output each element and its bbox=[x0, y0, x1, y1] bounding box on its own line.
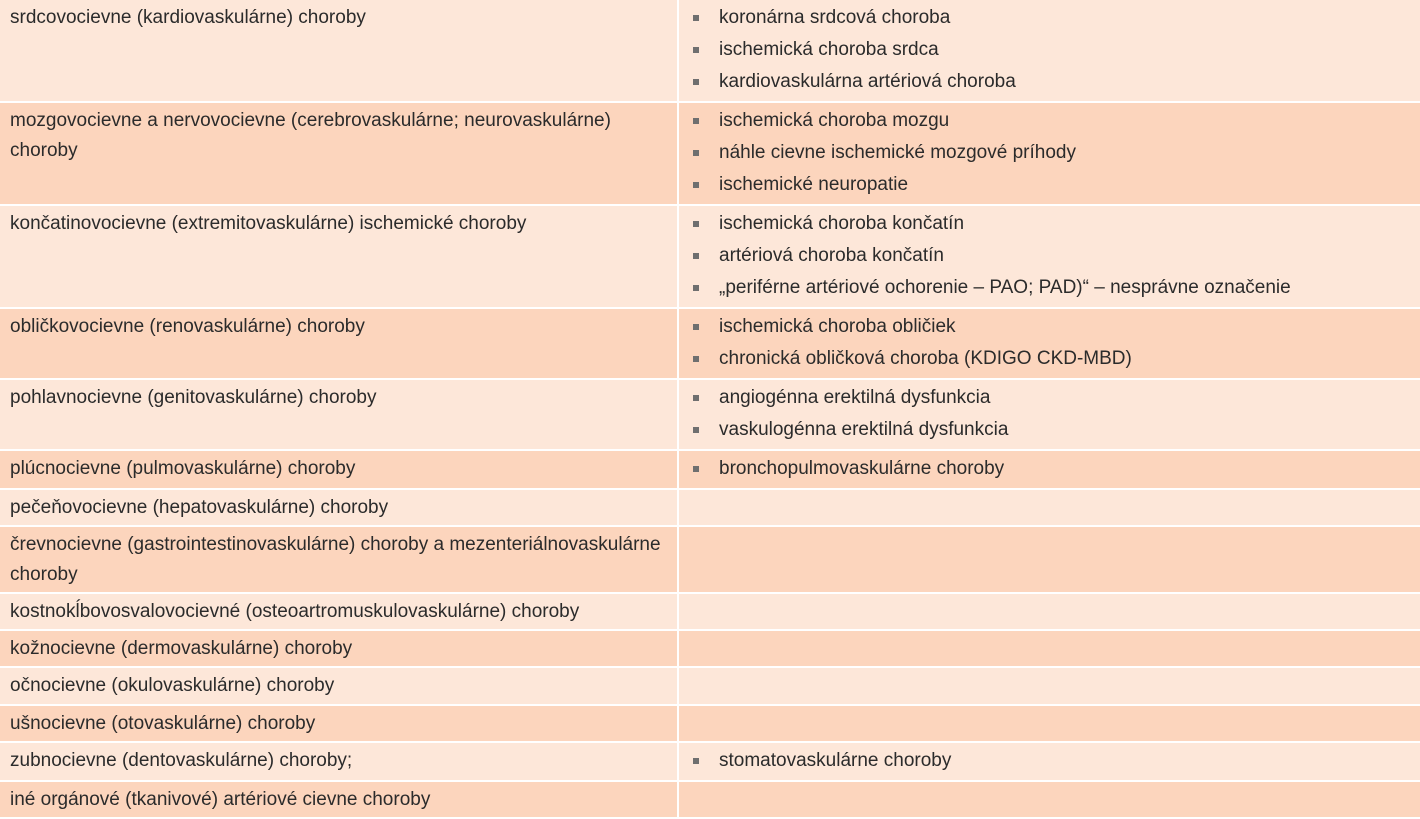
disease-name: srdcovocievne (kardiovaskulárne) choroby bbox=[10, 7, 366, 28]
table-row bbox=[0, 379, 1420, 450]
synonym-text: ischemická choroba obličiek bbox=[719, 316, 956, 337]
table-row bbox=[0, 450, 1420, 489]
list-item bbox=[691, 746, 1410, 778]
list-item bbox=[691, 241, 1410, 273]
square-bullet-icon bbox=[693, 182, 699, 188]
square-bullet-icon bbox=[693, 79, 699, 85]
disease-name: pohlavnocievne (genitovaskulárne) choroby bbox=[10, 387, 377, 408]
table-row bbox=[0, 705, 1420, 742]
table-row bbox=[0, 102, 1420, 205]
disease-name: kostnokĺbovosvalovocievné (osteoartromuskulovaskulárne) choroby bbox=[10, 601, 580, 622]
disease-name: obličkovocievne (renovaskulárne) choroby bbox=[10, 316, 365, 337]
table-row bbox=[0, 0, 1420, 102]
list-item bbox=[691, 35, 1410, 67]
square-bullet-icon bbox=[693, 15, 699, 21]
synonym-text: kardiovaskulárna artériová choroba bbox=[719, 71, 1016, 92]
disease-name: črevnocievne (gastrointestinovaskulárne) choroby a mezenteriálnovaskulárne choroby bbox=[10, 534, 661, 585]
synonyms-cell bbox=[678, 308, 1420, 379]
square-bullet-icon bbox=[693, 47, 699, 53]
synonym-text: angiogénna erektilná dysfunkcia bbox=[719, 387, 991, 408]
list-item bbox=[691, 344, 1410, 376]
synonym-text: chronická obličková choroba (KDIGO CKD-MBD) bbox=[719, 348, 1132, 369]
list-item bbox=[691, 454, 1410, 486]
list-item bbox=[691, 383, 1410, 415]
disease-cell bbox=[0, 593, 678, 630]
table-row bbox=[0, 593, 1420, 630]
synonym-text: artériová choroba končatín bbox=[719, 245, 944, 266]
synonyms-cell bbox=[678, 705, 1420, 742]
synonyms-cell bbox=[678, 205, 1420, 308]
disease-cell bbox=[0, 630, 678, 667]
synonyms-cell bbox=[678, 489, 1420, 526]
square-bullet-icon bbox=[693, 285, 699, 291]
disease-cell bbox=[0, 205, 678, 308]
list-item bbox=[691, 106, 1410, 138]
table-row bbox=[0, 526, 1420, 593]
square-bullet-icon bbox=[693, 758, 699, 764]
list-item bbox=[691, 415, 1410, 447]
disease-name: mozgovocievne a nervovocievne (cerebrovaskulárne; neurovaskulárne) choroby bbox=[10, 110, 611, 161]
square-bullet-icon bbox=[693, 356, 699, 362]
synonym-text: ischemické neuropatie bbox=[719, 174, 909, 195]
disease-cell bbox=[0, 450, 678, 489]
synonym-text: „periférne artériové ochorenie – PAO; PAD)“ – nesprávne označenie bbox=[719, 277, 1291, 298]
disease-cell bbox=[0, 742, 678, 781]
disease-name: končatinovocievne (extremitovaskulárne) ischemické choroby bbox=[10, 213, 527, 234]
synonyms-cell bbox=[678, 0, 1420, 102]
list-item bbox=[691, 273, 1410, 305]
synonyms-cell bbox=[678, 450, 1420, 489]
synonyms-cell bbox=[678, 667, 1420, 705]
square-bullet-icon bbox=[693, 427, 699, 433]
disease-name: plúcnocievne (pulmovaskulárne) choroby bbox=[10, 458, 356, 479]
disease-cell bbox=[0, 667, 678, 705]
synonyms-cell bbox=[678, 379, 1420, 450]
square-bullet-icon bbox=[693, 150, 699, 156]
synonym-text: stomatovaskulárne choroby bbox=[719, 750, 952, 771]
list-item bbox=[691, 209, 1410, 241]
square-bullet-icon bbox=[693, 466, 699, 472]
synonym-text: koronárna srdcová choroba bbox=[719, 7, 951, 28]
disease-cell bbox=[0, 0, 678, 102]
disease-cell bbox=[0, 379, 678, 450]
list-item bbox=[691, 138, 1410, 170]
table-row bbox=[0, 742, 1420, 781]
synonyms-cell bbox=[678, 630, 1420, 667]
disease-name: zubnocievne (dentovaskulárne) choroby; bbox=[10, 750, 353, 771]
square-bullet-icon bbox=[693, 324, 699, 330]
disease-name: kožnocievne (dermovaskulárne) choroby bbox=[10, 638, 353, 659]
list-item bbox=[691, 312, 1410, 344]
disease-cell bbox=[0, 102, 678, 205]
synonyms-cell bbox=[678, 593, 1420, 630]
synonyms-cell bbox=[678, 742, 1420, 781]
square-bullet-icon bbox=[693, 395, 699, 401]
list-item bbox=[691, 170, 1410, 202]
list-item bbox=[691, 67, 1410, 99]
synonym-text: ischemická choroba končatín bbox=[719, 213, 965, 234]
synonym-text: vaskulogénna erektilná dysfunkcia bbox=[719, 419, 1009, 440]
disease-cell bbox=[0, 308, 678, 379]
square-bullet-icon bbox=[693, 118, 699, 124]
table-row bbox=[0, 489, 1420, 526]
synonyms-cell bbox=[678, 102, 1420, 205]
disease-cell bbox=[0, 526, 678, 593]
synonym-text: ischemická choroba mozgu bbox=[719, 110, 950, 131]
list-item bbox=[691, 3, 1410, 35]
square-bullet-icon bbox=[693, 253, 699, 259]
disease-cell bbox=[0, 705, 678, 742]
table-row bbox=[0, 205, 1420, 308]
synonyms-cell bbox=[678, 526, 1420, 593]
square-bullet-icon bbox=[693, 221, 699, 227]
table-row bbox=[0, 667, 1420, 705]
disease-cell bbox=[0, 489, 678, 526]
disease-name: iné orgánové (tkanivové) artériové cievne choroby bbox=[10, 789, 431, 810]
disease-name: očnocievne (okulovaskulárne) choroby bbox=[10, 675, 335, 696]
synonym-text: náhle cievne ischemické mozgové príhody bbox=[719, 142, 1076, 163]
table-row bbox=[0, 308, 1420, 379]
table-row bbox=[0, 630, 1420, 667]
synonym-text: bronchopulmovaskulárne choroby bbox=[719, 458, 1005, 479]
disease-name: pečeňovocievne (hepatovaskulárne) choroby bbox=[10, 497, 389, 518]
synonym-text: ischemická choroba srdca bbox=[719, 39, 939, 60]
disease-name: ušnocievne (otovaskulárne) choroby bbox=[10, 713, 316, 734]
